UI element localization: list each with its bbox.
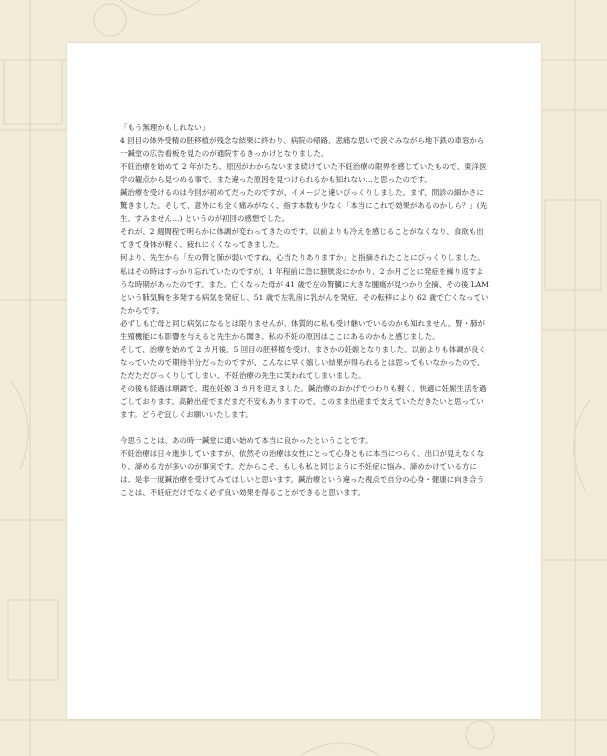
paragraph-spacer xyxy=(120,421,490,434)
testimonial-letter xyxy=(120,121,490,499)
paragraph: その後も経過は順調で、現在妊娠 3 カ月を迎えました。鍼治療のおかげでつわりも軽く、快適に妊娠生活を過ごしております。高齢出産でまだまだ不安もありますので、このまま出産まで支えていただきたいと思っています。どうぞ宜しくお願いいたします。 xyxy=(120,383,487,420)
paragraph: 「もう無理かもしれない」 4 回目の体外受精の胚移植が残念な結果に終わり、病院の帰路、悲痛な思いで涙ぐみながら地下鉄の車窓から一鍼堂の広告看板を見たのが通院するきっかけとなりました。 xyxy=(120,123,485,159)
paragraph: 不妊治療は日々進歩していますが、依然その治療は女性にとって心身ともに本当につらく、出口が見えなくなり、諦める方が多いのが事実です。だからこそ、もしも私と同じように不妊症に悩み、諦めかけている方には、是非一度鍼治療を受けてみてほしいと思います。鍼治療という違った視点で自分の心身・健康に向き合うことは、不妊症だけでなく必ず良い効果を得ることができると思います。 xyxy=(120,449,485,498)
paragraph: 必ずしも亡母と同じ病気になるとは限りませんが、体質的に私も受け継いでいるのかも知れません。腎・肺が生殖機能にも影響を与えると先生から聞き、私の不妊の原因はここにあるのかもと感じました。 xyxy=(120,318,486,341)
paragraph: 今思うことは、あの時一鍼堂に通い始めて本当に良かったということです。 xyxy=(120,436,373,446)
paragraph: 私はその時はすっかり忘れていたのですが、1 年程前に急に膀胱炎にかかり、2 か月ごとに発症を繰り返すような時期があったのです。また、亡くなった母が 41 歳で左の腎臓に大きな腫瘍が見つかり全摘、その後 LAM という肺気胸を多発する病気を発症し、51 歳で左乳房に乳がんを発症、その転移により 62 歳で亡くなっていたからです。 xyxy=(120,266,489,315)
paragraph: 不妊治療を始めて 2 年がたち、原因がわからないまま続けていた不妊治療の限界を感じていたもので、東洋医学の観点から見つめる事で、また違った原因を見つけられるかも知れない…と思ったのです。 xyxy=(120,162,487,185)
letter-page xyxy=(67,43,541,719)
paragraph: それが、2 週間程で明らかに体調が変わってきたのです。以前よりも冷えを感じることがなくなり、食欲も出てきて身体が軽く、疲れにくくなってきました。 xyxy=(120,227,484,250)
paragraph: 鍼治療を受けるのは今回が初めてだったのですが、イメージと違いびっくりしました。まず、問診の細かさに驚きました。そして、意外にも全く痛みがなく、指す本数も少なく「本当にこれで効果があるのかしら？」(先生、すみません…) というのが初回の感想でした。 xyxy=(120,188,488,224)
paragraph: 何より、先生から「左の腎と肺が弱いですね、心当たりありますか」と指摘されたことにびっくりしました。 xyxy=(120,253,485,263)
paragraph: そして、治療を始めて 2 カ月後、5 回目の胚移植を受け、まさかの妊娠となりました。以前よりも体調が良くなっていたので期待半分だったのですが、こんなに早く嬉しい結果が得られるとは思ってもいなかったので、ただただびっくりしてしまい、不妊治療の先生に笑われてしまいました。 xyxy=(120,344,486,380)
